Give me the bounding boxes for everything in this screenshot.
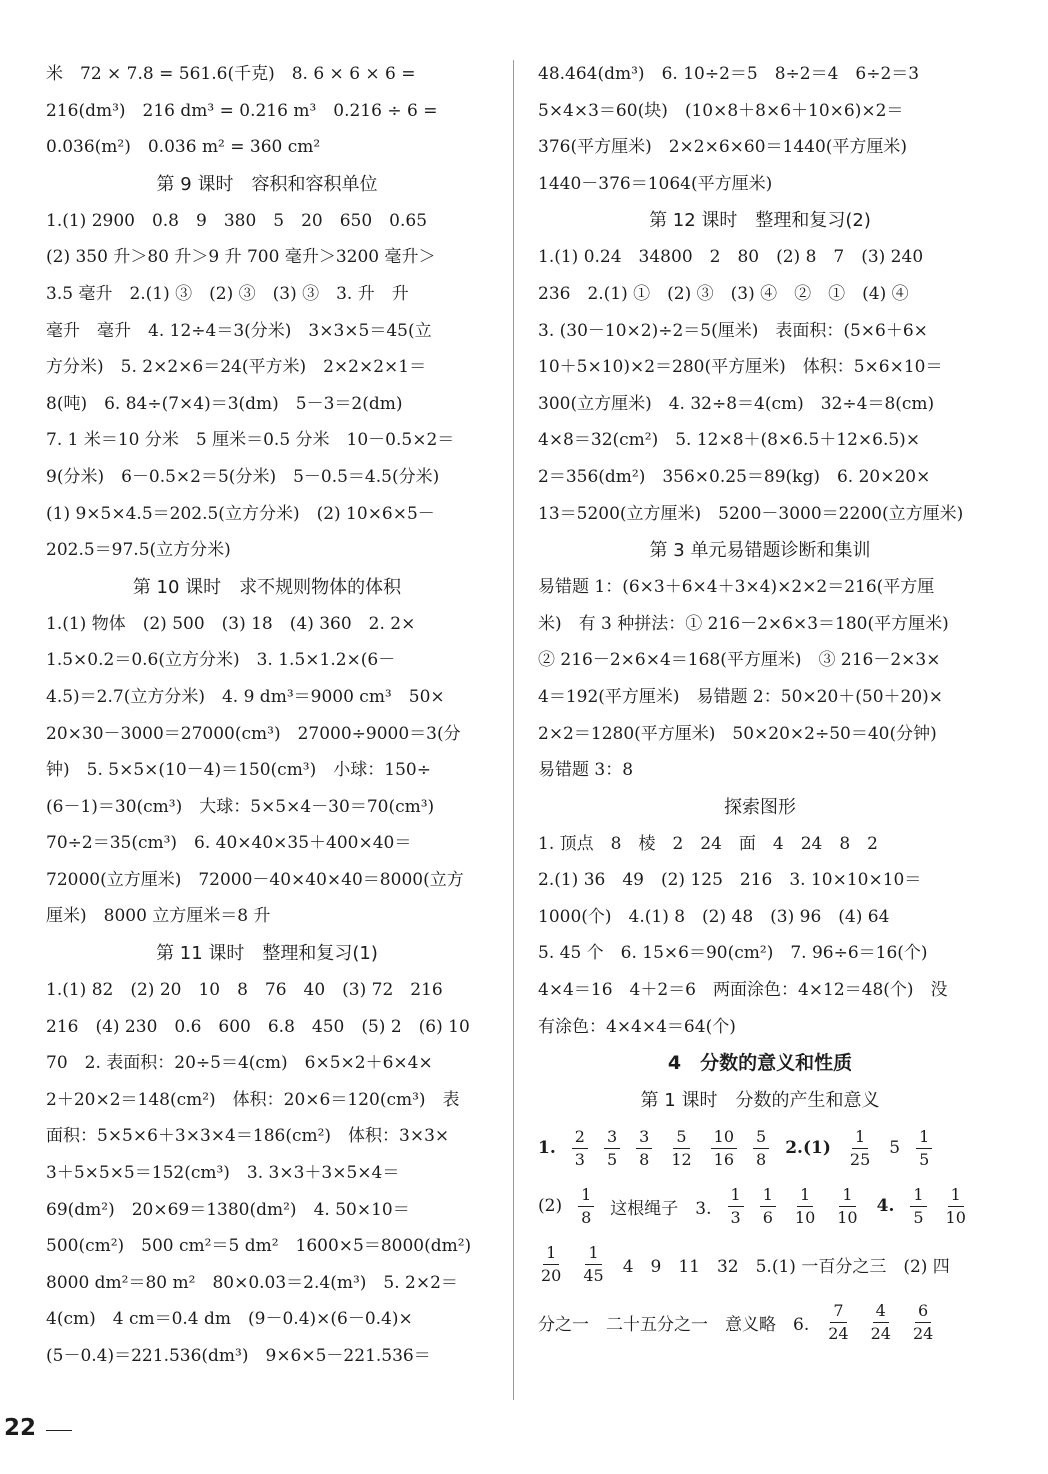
answer-line: 376(平方厘米) 2×2×6×60＝1440(平方厘米) — [538, 137, 908, 158]
fraction-denominator: 45 — [583, 1265, 604, 1285]
fraction — [636, 1126, 652, 1169]
fraction — [792, 1184, 818, 1227]
right-column — [538, 56, 982, 1351]
answer-line: 米 72 × 7.8 = 561.6(千克) 8. 6 × 6 × 6 = — [46, 64, 416, 84]
answer-line: 2＝356(dm²) 356×0.25＝89(kg) 6. 20×20× — [538, 466, 931, 487]
fraction — [834, 1184, 860, 1227]
answer-line: 69(dm²) 20×69＝1380(dm²) 4. 50×10＝ — [46, 1199, 410, 1220]
inline-text: (2) — [538, 1196, 563, 1217]
inline-text: 这根绳子 3. — [610, 1198, 712, 1219]
answer-line: ② 216－2×6×4＝168(平方厘米) ③ 216－2×3× — [538, 650, 941, 671]
page-number-dash — [46, 1430, 72, 1431]
fraction-denominator: 10 — [794, 1207, 816, 1227]
fraction-denominator: 8 — [581, 1207, 592, 1227]
answer-line: (6－1)＝30(cm³) 大球：5×5×4－30＝70(cm³) — [46, 796, 435, 817]
fraction-numerator: 1 — [797, 1187, 813, 1207]
fraction — [910, 1184, 926, 1227]
section-title: 第 11 课时 整理和复习(1) — [156, 943, 378, 965]
fraction-denominator: 10 — [837, 1207, 858, 1227]
answer-line: 300(立方厘米) 4. 32÷8＝4(cm) 32÷4＝8(cm) — [538, 393, 935, 414]
fraction-denominator: 16 — [713, 1149, 735, 1169]
fraction-numerator: 4 — [873, 1303, 889, 1323]
fraction-answer-line — [538, 1293, 982, 1351]
answer-line: 有涂色：4×4×4＝64(个) — [538, 1016, 736, 1037]
inline-text: 2.(1) — [785, 1138, 831, 1159]
fraction-denominator: 6 — [762, 1207, 773, 1227]
answer-line: 2＋20×2＝148(cm²) 体积：20×6＝120(cm³) 表 — [46, 1089, 460, 1110]
answer-line: 8000 dm²＝80 m² 80×0.03＝2.4(m³) 5. 2×2＝ — [46, 1272, 458, 1293]
answer-line: 1.(1) 82 (2) 20 10 8 76 40 (3) 72 216 — [46, 980, 443, 1001]
answer-line: 500(cm²) 500 cm²＝5 dm² 1600×5＝8000(dm²) — [46, 1236, 472, 1257]
answer-line: 7. 1 米＝10 分米 5 厘米＝0.5 分米 10－0.5×2＝ — [46, 430, 455, 451]
inline-text: 1. — [538, 1138, 556, 1159]
answer-line: 1000(个) 4.(1) 8 (2) 48 (3) 96 (4) 64 — [538, 906, 890, 927]
fraction-denominator: 3 — [574, 1149, 585, 1169]
column-divider — [513, 60, 514, 1400]
answer-line: 2×2＝1280(平方厘米) 50×20×2÷50＝40(分钟) — [538, 723, 937, 744]
answer-line: 1.5×0.2＝0.6(立方分米) 3. 1.5×1.2×(6－ — [46, 650, 396, 671]
answer-line: 易错题 1：(6×3＋6×4＋3×4)×2×2＝216(平方厘 — [538, 577, 935, 598]
inline-text: 5 — [889, 1138, 901, 1159]
fraction-numerator: 5 — [753, 1129, 769, 1149]
fraction — [916, 1126, 932, 1169]
inline-text: 4 9 11 32 5.(1) 一百分之三 (2) 四 — [622, 1256, 950, 1277]
fraction-denominator: 20 — [541, 1265, 562, 1285]
section-title: 探索图形 — [724, 796, 796, 818]
answer-line: 9(分米) 6－0.5×2＝5(分米) 5－0.5＝4.5(分米) — [46, 466, 440, 487]
answer-line: 48.464(dm³) 6. 10÷2＝5 8÷2＝4 6÷2＝3 — [538, 64, 920, 84]
fraction-denominator: 3 — [730, 1207, 741, 1227]
answer-line: 1440－376＝1064(平方厘米) — [538, 173, 773, 194]
left-column — [46, 56, 488, 1375]
fraction-numerator: 1 — [852, 1129, 868, 1149]
answer-line: 4.5)＝2.7(立方分米) 4. 9 dm³＝9000 cm³ 50× — [46, 686, 445, 707]
answer-line: 米) 有 3 种拼法：① 216－2×6×3＝180(平方厘米) — [538, 613, 949, 634]
answer-line: 1.(1) 0.24 34800 2 80 (2) 8 7 (3) 240 — [538, 247, 924, 268]
fraction — [943, 1184, 969, 1227]
fraction-denominator: 24 — [870, 1323, 891, 1343]
answer-line: 钟) 5. 5×5×(10－4)＝150(cm³) 小球：150÷ — [46, 760, 431, 781]
fraction-numerator: 2 — [572, 1129, 588, 1149]
page-number: 22 — [4, 1415, 37, 1441]
fraction — [538, 1242, 564, 1285]
fraction — [760, 1184, 776, 1227]
fraction-numerator: 1 — [839, 1187, 855, 1207]
answer-line: 8(吨) 6. 84÷(7×4)＝3(dm) 5－3＝2(dm) — [46, 393, 403, 414]
fraction-numerator: 6 — [915, 1303, 931, 1323]
fraction — [604, 1126, 620, 1169]
answer-line: (1) 9×5×4.5＝202.5(立方分米) (2) 10×6×5－ — [46, 503, 435, 524]
fraction — [728, 1184, 744, 1227]
fraction — [578, 1184, 594, 1227]
fraction — [580, 1242, 606, 1285]
answer-line: 20×30－3000＝27000(cm³) 27000÷9000＝3(分 — [46, 723, 461, 744]
fraction-denominator: 5 — [606, 1149, 618, 1169]
answer-line: 1.(1) 2900 0.8 9 380 5 20 650 0.65 — [46, 210, 428, 231]
fraction-denominator: 8 — [756, 1149, 767, 1169]
inline-text: 4. — [876, 1196, 895, 1217]
fraction-denominator: 5 — [919, 1149, 930, 1169]
fraction-denominator: 24 — [912, 1323, 934, 1343]
fraction — [711, 1126, 737, 1169]
fraction-numerator: 5 — [673, 1129, 689, 1149]
section-title: 第 10 课时 求不规则物体的体积 — [132, 576, 402, 598]
answer-line: 易错题 3：8 — [538, 760, 634, 781]
answer-line: 216 (4) 230 0.6 600 6.8 450 (5) 2 (6) 10 — [46, 1016, 470, 1037]
answer-line: (2) 350 升＞80 升＞9 升 700 毫升＞3200 毫升＞ — [46, 247, 436, 268]
section-title: 4 分数的意义和性质 — [667, 1052, 853, 1075]
fraction-denominator: 5 — [913, 1207, 924, 1227]
answer-line: 70 2. 表面积：20÷5＝4(cm) 6×5×2＋6×4× — [46, 1053, 433, 1074]
fraction-numerator: 3 — [604, 1129, 620, 1149]
answer-line: 1.(1) 物体 (2) 500 (3) 18 (4) 360 2. 2× — [46, 613, 416, 634]
fraction — [868, 1300, 894, 1343]
answer-line: 3＋5×5×5＝152(cm³) 3. 3×3＋3×5×4＝ — [46, 1163, 400, 1184]
inline-text: 分之一 二十五分之一 意义略 6. — [538, 1314, 810, 1335]
fraction-denominator: 12 — [671, 1149, 692, 1169]
answer-line: 毫升 毫升 4. 12÷4＝3(分米) 3×3×5＝45(立 — [46, 320, 432, 341]
answer-line: 3. (30－10×2)÷2＝5(厘米) 表面积：(5×6＋6× — [538, 320, 928, 341]
answer-line: 5×4×3＝60(块) (10×8＋8×6＋10×6)×2＝ — [538, 100, 904, 121]
fraction-numerator: 1 — [585, 1245, 601, 1265]
answer-line: 0.036(m²) 0.036 m² = 360 cm² — [46, 137, 321, 158]
fraction-answer-line — [538, 1177, 982, 1235]
fraction — [910, 1300, 936, 1343]
fraction-denominator: 24 — [828, 1323, 849, 1343]
answer-line: 2.(1) 36 49 (2) 125 216 3. 10×10×10＝ — [538, 870, 922, 891]
fraction — [847, 1126, 873, 1169]
answer-line: 3.5 毫升 2.(1) ③ (2) ③ (3) ③ 3. 升 升 — [46, 283, 409, 304]
section-title: 第 1 课时 分数的产生和意义 — [640, 1090, 880, 1112]
fraction-numerator: 1 — [948, 1187, 964, 1207]
answer-line: 216(dm³) 216 dm³ = 0.216 m³ 0.216 ÷ 6 = — [46, 100, 438, 121]
answer-line: 厘米) 8000 立方厘米＝8 升 — [46, 906, 271, 927]
fraction-denominator: 10 — [945, 1207, 966, 1227]
section-title: 第 9 课时 容积和容积单位 — [156, 173, 378, 195]
answer-line: 72000(立方厘米) 72000－40×40×40＝8000(立方 — [46, 869, 464, 890]
fraction-numerator: 1 — [760, 1187, 776, 1207]
fraction-numerator: 1 — [543, 1245, 559, 1265]
answer-line: 202.5＝97.5(立方分米) — [46, 540, 231, 561]
section-title: 第 3 单元易错题诊断和集训 — [649, 540, 871, 562]
answer-line: 面积：5×5×6＋3×3×4＝186(cm²) 体积：3×3× — [46, 1126, 450, 1147]
answer-line: 1. 顶点 8 棱 2 24 面 4 24 8 2 — [538, 833, 878, 854]
fraction — [572, 1126, 588, 1169]
fraction-denominator: 8 — [639, 1149, 650, 1169]
fraction-answer-line — [538, 1119, 982, 1177]
answer-line: 4×8＝32(cm²) 5. 12×8＋(8×6.5＋12×6.5)× — [538, 430, 921, 451]
answer-line: 5. 45 个 6. 15×6＝90(cm²) 7. 96÷6＝16(个) — [538, 943, 928, 964]
fraction-numerator: 7 — [830, 1303, 846, 1323]
answer-line: (5－0.4)＝221.536(dm³) 9×6×5－221.536＝ — [46, 1346, 431, 1366]
answer-line: 236 2.(1) ① (2) ③ (3) ④ ② ① (4) ④ — [538, 283, 909, 304]
fraction-numerator: 10 — [711, 1129, 737, 1149]
answer-line: 4×4＝16 4＋2＝6 两面涂色：4×12＝48(个) 没 — [538, 980, 948, 1001]
answer-line: 4(cm) 4 cm＝0.4 dm (9－0.4)×(6－0.4)× — [46, 1309, 413, 1330]
fraction-numerator: 1 — [910, 1187, 926, 1207]
answer-line: 4＝192(平方厘米) 易错题 2：50×20＋(50＋20)× — [538, 686, 944, 707]
answer-line: 10＋5×10)×2＝280(平方厘米) 体积：5×6×10＝ — [538, 357, 943, 378]
fraction-numerator: 1 — [916, 1129, 932, 1149]
fraction — [825, 1300, 851, 1343]
section-title: 第 12 课时 整理和复习(2) — [649, 210, 871, 232]
fraction-numerator: 1 — [728, 1187, 744, 1207]
fraction — [668, 1126, 694, 1169]
answer-line: 70÷2＝35(cm³) 6. 40×40×35＋400×40＝ — [46, 833, 412, 854]
fraction-answer-line — [538, 1235, 982, 1293]
fraction-denominator: 25 — [849, 1149, 871, 1169]
fraction — [753, 1126, 769, 1169]
answer-line: 方分米) 5. 2×2×6＝24(平方米) 2×2×2×1＝ — [46, 357, 427, 378]
answer-line: 13＝5200(立方厘米) 5200－3000＝2200(立方厘米) — [538, 503, 964, 524]
fraction-numerator: 3 — [636, 1129, 652, 1149]
fraction-numerator: 1 — [578, 1187, 594, 1207]
